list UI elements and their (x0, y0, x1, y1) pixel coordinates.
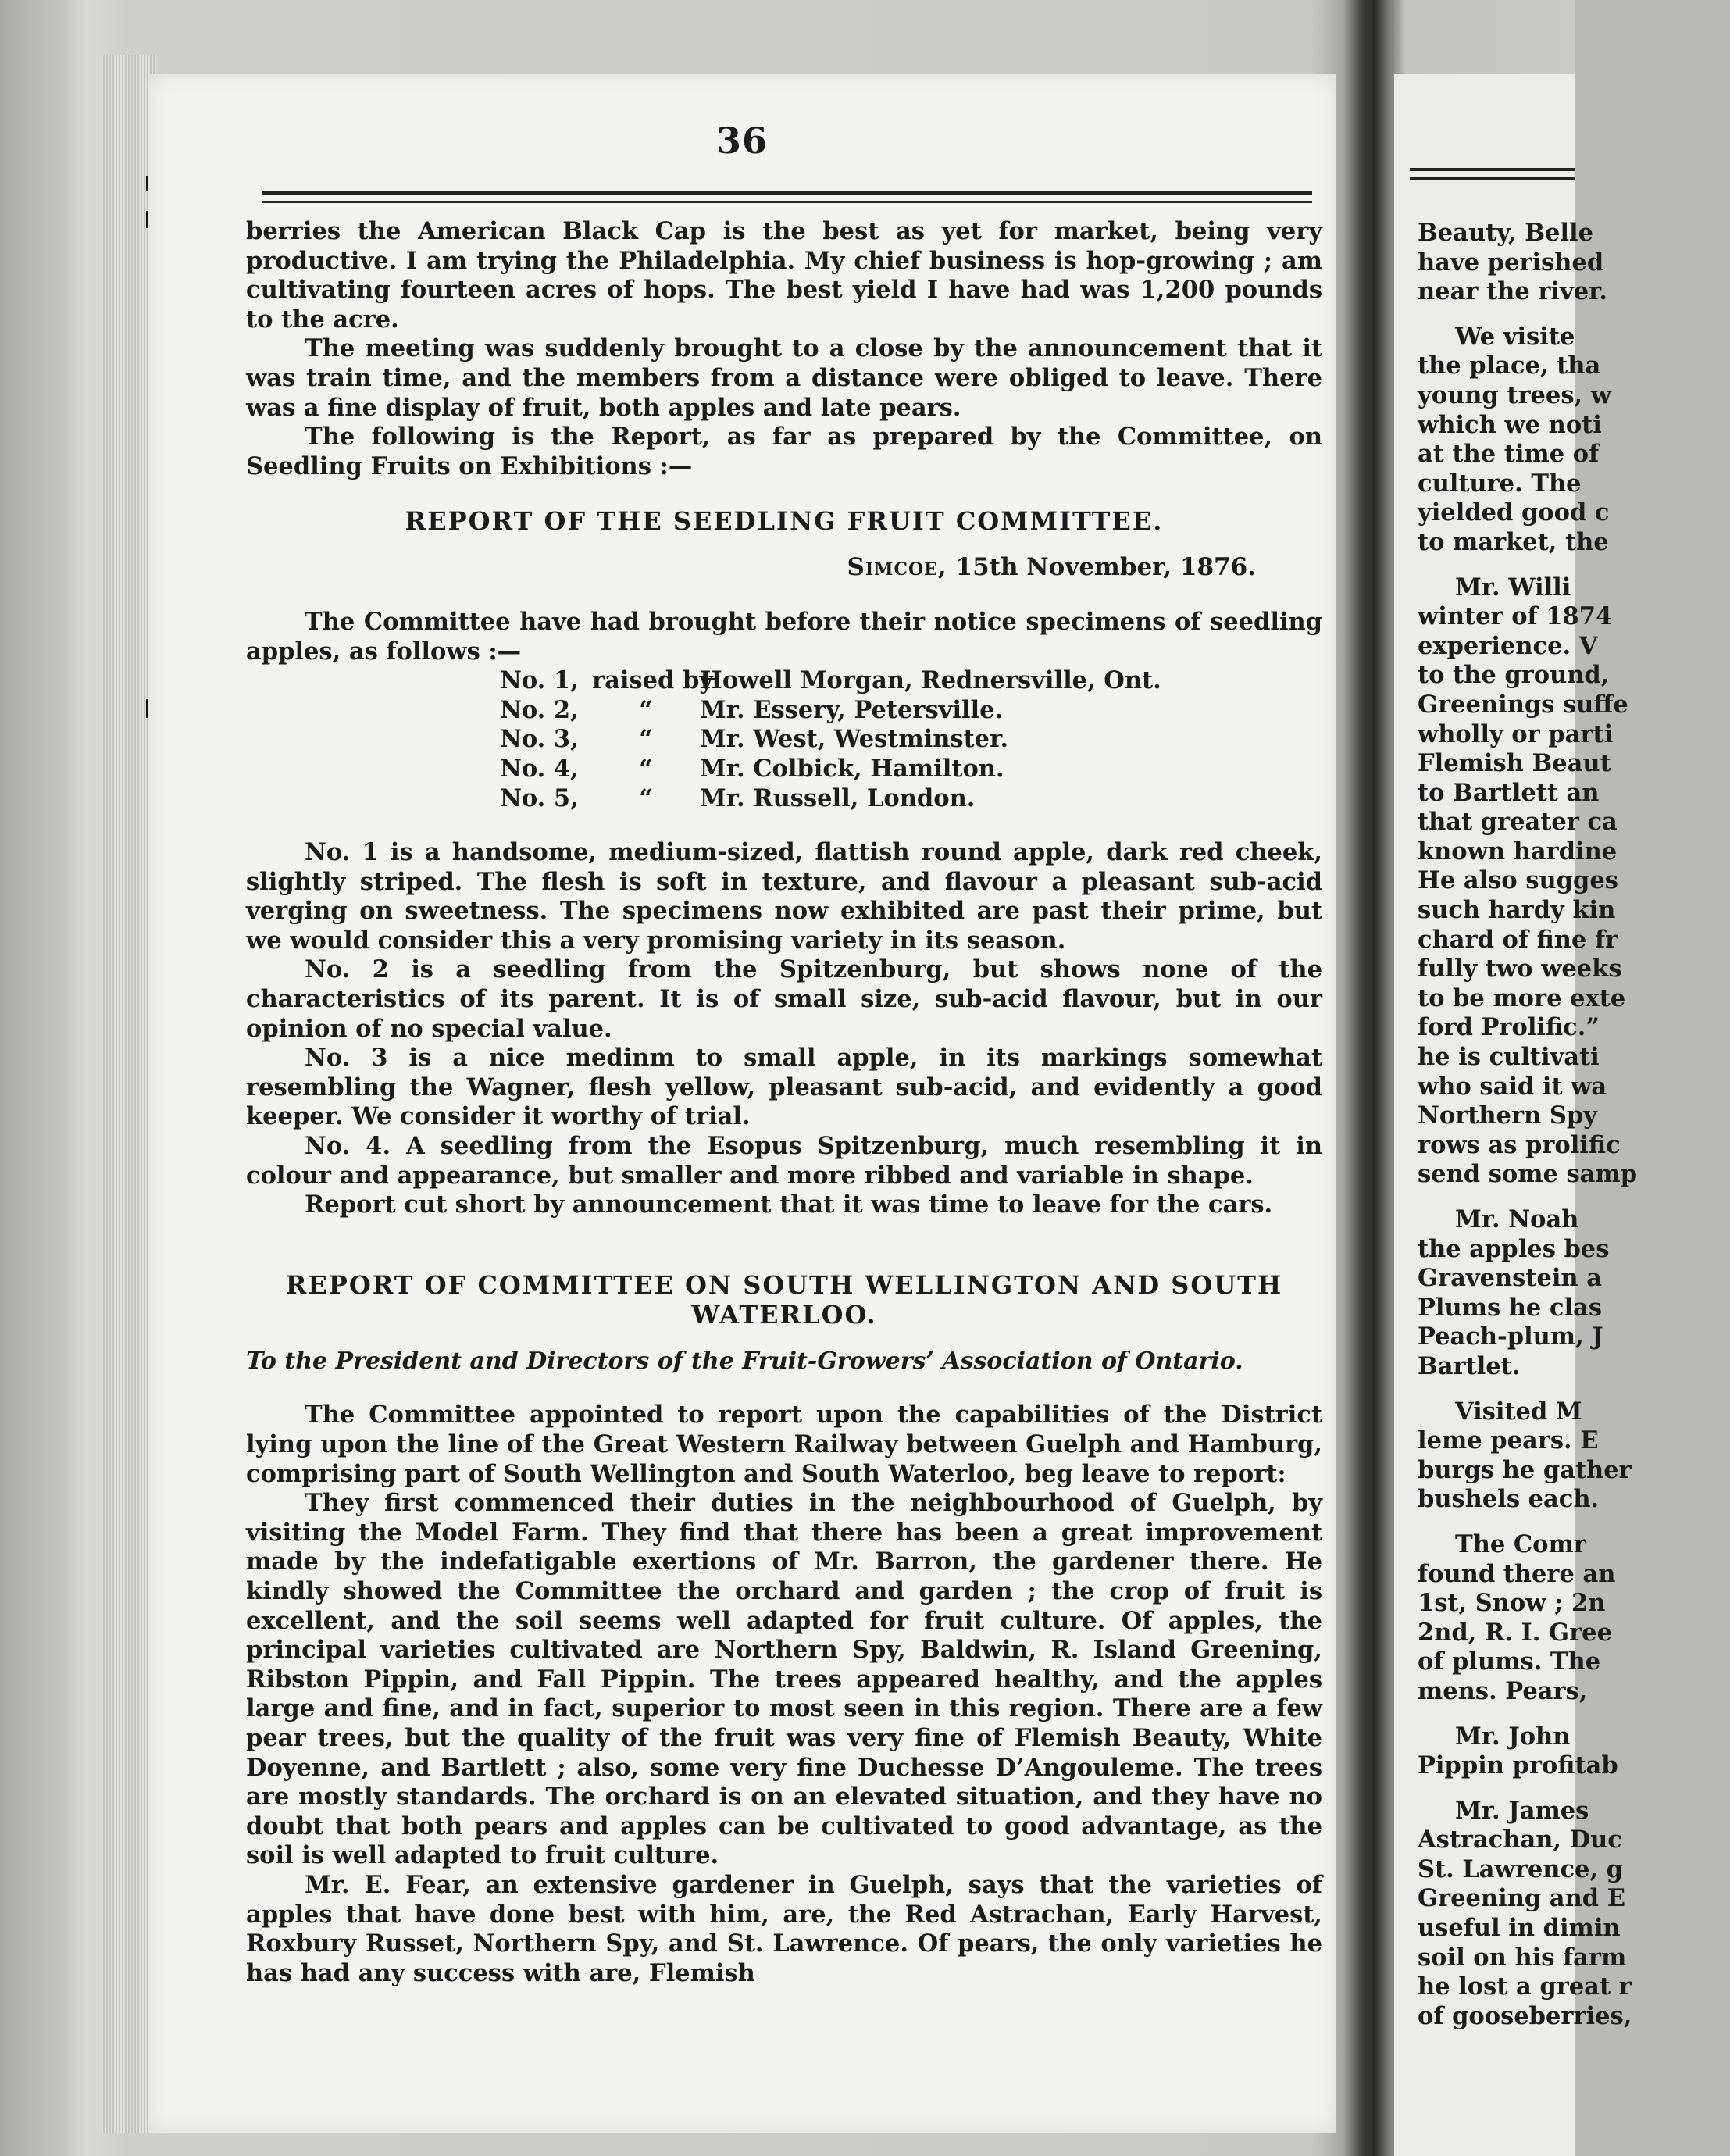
facing-line: found there an (1418, 1559, 1616, 1588)
facing-line: Pippin profitab (1418, 1751, 1618, 1780)
entry-number: No. 4, (500, 754, 579, 783)
facing-line: Peach-plum, J (1418, 1323, 1603, 1351)
page-body (246, 217, 1322, 1988)
facing-line: Flemish Beaut (1418, 749, 1611, 778)
page-number: 36 (715, 120, 768, 162)
facing-line: near the river. (1418, 277, 1607, 306)
entry-number: No. 1, (500, 666, 579, 695)
list-item (500, 696, 1322, 726)
facing-line: young trees, w (1418, 380, 1611, 409)
paragraph: No. 2 is a seedling from the Spitzenburg, but shows none of the characteristics of its parent. It is of small size, sub-acid flavour, but in our opinion of no special value. (246, 955, 1322, 1043)
entry-ditto: “ (639, 725, 653, 754)
facing-line: experience. V (1418, 631, 1598, 660)
facing-line: which we noti (1418, 410, 1602, 439)
facing-line: of plums. The (1418, 1647, 1601, 1676)
facing-line: Plums he clas (1418, 1293, 1603, 1322)
facing-header-rule (1410, 168, 1575, 171)
facing-line: the place, tha (1418, 352, 1601, 380)
list-item (500, 755, 1322, 784)
paragraph: berries the American Black Cap is the best as yet for market, being very productive. I am trying the Philadelphia. My chief business is hop-growing ; am cultivating fourteen acres of hops. The best yield I have had was 1,200 pounds to the acre. (246, 217, 1322, 334)
facing-line: bushels each. (1418, 1485, 1600, 1514)
facing-line: have perished (1418, 248, 1604, 277)
facing-line: that greater ca (1418, 808, 1618, 837)
paragraph: They first commenced their duties in the neighbourhood of Guelph, by visiting the Model Farm. They find that there has been a great improvement made by the indefatigable exertions of Mr. Barron, the gardener there. He kindly showed the Committee the orchard and garden ; the crop of fruit is excellent, and the soil seems well adapted for fruit culture. Of apples, the principal varieties cultivated are Northern Spy, Baldwin, R. Island Greening, Ribston Pippin, and Fall Pippin. The trees appeared healthy, and the apples large and fine, and in fact, superior to most seen in this region. There are a few pear trees, but the quality of the fruit was very fine of Flemish Beauty, White Doyenne, and Bartlett ; also, some very fine Duchesse D’Angouleme. The trees are mostly standards. The orchard is on an elevated situation, and they have no doubt that both pears and apples can be cultivated to good advantage, as the soil is well adapted to fruit culture. (246, 1489, 1322, 1870)
facing-line: yielded good c (1418, 498, 1610, 527)
facing-line: Greenings suffe (1418, 690, 1628, 719)
section-heading: REPORT OF THE SEEDLING FRUIT COMMITTEE. (405, 506, 1164, 537)
facing-line: known hardine (1418, 837, 1618, 866)
header-rule (262, 191, 1312, 195)
facing-line: to the ground, (1418, 661, 1610, 690)
facing-line: He also sugges (1418, 866, 1618, 895)
facing-line: to market, the (1418, 527, 1609, 556)
entry-grower: Mr. West, Westminster. (700, 725, 1008, 754)
paragraph: The Committee appointed to report upon the capabilities of the District lying upon the line of the Great Western Railway between Guelph and Hamburg, comprising part of South Wellington and South Waterloo, beg leave to report: (246, 1401, 1322, 1488)
entry-ditto: “ (639, 784, 653, 812)
facing-line: Mr. John (1455, 1722, 1571, 1751)
entry-grower: Mr. Russell, London. (700, 784, 976, 812)
facing-line: 2nd, R. I. Gree (1418, 1618, 1612, 1647)
entry-grower: Howell Morgan, Rednersville, Ont. (700, 666, 1161, 695)
facing-header-rule-thin (1410, 177, 1575, 180)
facing-line: useful in dimin (1418, 1914, 1621, 1943)
facing-line: Mr. James (1455, 1796, 1589, 1825)
entry-grower: Mr. Essery, Petersville. (700, 695, 1004, 724)
left-page (148, 74, 1336, 2133)
dateline (246, 553, 1322, 583)
facing-line: at the time of (1418, 440, 1600, 469)
facing-text (1418, 219, 1730, 2031)
paragraph: Mr. E. Fear, an extensive gardener in Guelph, says that the varieties of apples that have done best with him, are, the Red Astrachan, Early Harvest, Roxbury Russet, Northern Spy, and St. Lawrence. Of pears, the only varieties he has had any success with are, Flemish (246, 1870, 1322, 1987)
facing-line: to be more exte (1418, 983, 1626, 1012)
facing-line: leme pears. E (1418, 1426, 1599, 1455)
facing-line: winter of 1874 (1418, 602, 1613, 631)
facing-line: burgs he gather (1418, 1455, 1632, 1484)
paragraph: The following is the Report, as far as prepared by the Committee, on Seedling Fruits on Exhibitions :— (246, 423, 1322, 480)
facing-line: Northern Spy (1418, 1101, 1597, 1130)
list-item (500, 784, 1322, 814)
entry-ditto: “ (639, 695, 653, 724)
facing-line: Bartlet. (1418, 1351, 1521, 1380)
list-item (500, 725, 1322, 755)
paragraph: The Committee have had brought before their notice specimens of seedling apples, as follows :— (246, 607, 1322, 666)
facing-line: Gravenstein a (1418, 1264, 1602, 1293)
dateline-place: Simcoe, (847, 553, 947, 582)
facing-line: such hardy kin (1418, 896, 1616, 925)
facing-line: he is cultivati (1418, 1043, 1600, 1072)
facing-page (1394, 74, 1638, 2156)
facing-line: send some samp (1418, 1160, 1638, 1189)
paragraph: The meeting was suddenly brought to a close by the announcement that it was train time, and the members from a distance were obliged to leave. There was a fine display of fruit, both apples and late pears. (246, 334, 1322, 422)
entry-number: No. 3, (500, 725, 579, 754)
facing-line: Astrachan, Duc (1418, 1826, 1622, 1854)
section-heading: REPORT OF COMMITTEE ON SOUTH WELLINGTON AND SOUTH (285, 1269, 1283, 1300)
facing-line: The Comr (1455, 1530, 1586, 1558)
entry-number: No. 2, (500, 695, 579, 724)
dateline-date: 15th November, 1876. (955, 553, 1256, 582)
facing-line: of gooseberries, (1418, 2001, 1632, 2030)
list-item (500, 666, 1322, 696)
header-rule-thin (262, 201, 1312, 203)
facing-line: wholly or parti (1418, 719, 1614, 748)
address-line: To the President and Directors of the Fruit-Growers’ Association of Ontario. (246, 1347, 1243, 1375)
facing-line: St. Lawrence, g (1418, 1854, 1624, 1883)
entry-number: No. 5, (500, 784, 579, 812)
facing-line: who said it wa (1418, 1072, 1607, 1101)
paragraph: No. 1 is a handsome, medium-sized, flattish round apple, dark red cheek, slightly striped. The flesh is soft in texture, and flavour a pleasant sub-acid verging on sweetness. The specimens now exhibited are past their prime, but we would consider this a very promising variety in its season. (246, 838, 1322, 955)
facing-line: the apples bes (1418, 1234, 1610, 1263)
facing-line: ford Prolific.” (1418, 1013, 1600, 1042)
entry-ditto: “ (639, 754, 653, 783)
facing-line: to Bartlett an (1418, 778, 1600, 807)
section-heading-continued: WATERLOO. (691, 1299, 877, 1330)
facing-line: mens. Pears, (1418, 1676, 1588, 1705)
facing-line: soil on his farm (1418, 1943, 1627, 1972)
facing-line: he lost a great r (1418, 1972, 1632, 2001)
facing-line: Mr. Willi (1455, 573, 1571, 601)
facing-line: chard of fine fr (1418, 925, 1618, 954)
facing-line: culture. The (1418, 469, 1582, 498)
facing-line: 1st, Snow ; 2n (1418, 1589, 1606, 1618)
entry-grower: Mr. Colbick, Hamilton. (700, 754, 1004, 783)
facing-line: Visited M (1455, 1397, 1582, 1426)
entry-ditto: raised by (592, 666, 713, 695)
paragraph: No. 3 is a nice medinm to small apple, in its markings somewhat resembling the Wagner, flesh yellow, pleasant sub-acid, and evidently a good keeper. We consider it worthy of trial. (246, 1044, 1322, 1131)
facing-line: Beauty, Belle (1418, 219, 1594, 247)
facing-line: rows as prolific (1418, 1130, 1621, 1159)
paragraph: No. 4. A seedling from the Esopus Spitzenburg, much resembling it in colour and appearance, but smaller and more ribbed and variable in shape. (246, 1132, 1322, 1190)
facing-line: fully two weeks (1418, 955, 1622, 983)
facing-line: Greening and E (1418, 1884, 1625, 1913)
paragraph: Report cut short by announcement that it was time to leave for the cars. (305, 1190, 1273, 1219)
seedling-list (500, 666, 1322, 813)
facing-line: We visite (1455, 322, 1575, 351)
facing-line: Mr. Noah (1455, 1205, 1579, 1233)
